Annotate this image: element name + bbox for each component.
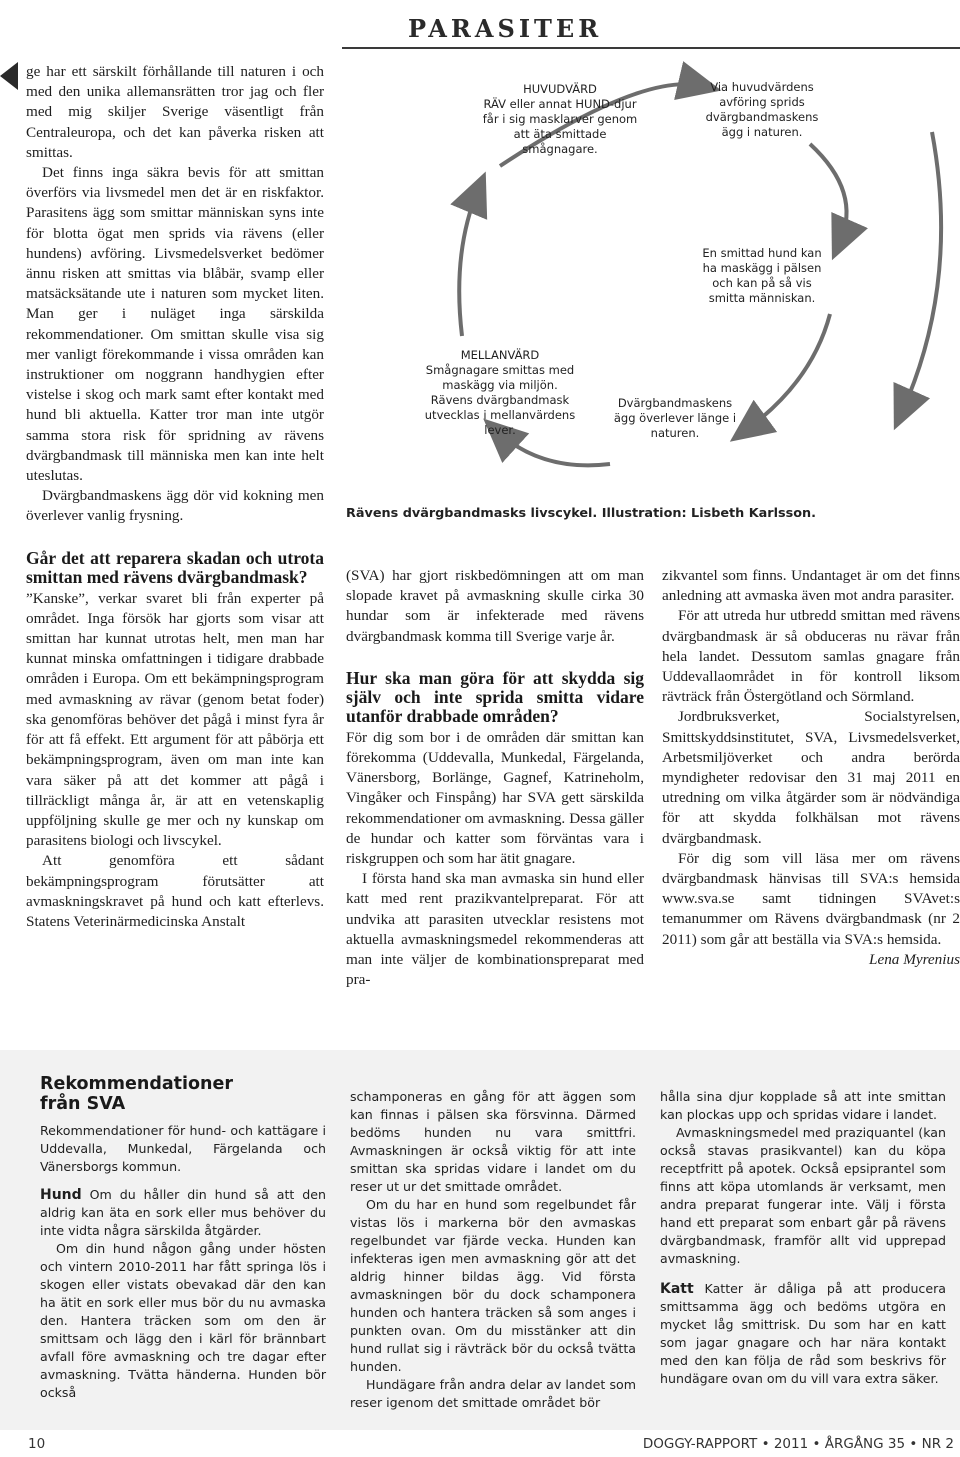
column-1 <box>26 62 324 932</box>
cycle-arrow <box>459 190 478 336</box>
diagram-label-intermediate: MELLANVÄRD Smågnagare smittas med maskägg via miljön. Rävens dvärgbandmask utvecklas i mellanvärdens lever. <box>424 348 576 437</box>
cycle-arrow <box>902 132 941 412</box>
sidebar-column-2 <box>350 1088 636 1412</box>
sidebar-paragraph: Om din hund någon gång under hösten och vintern 2010-2011 har fått springa lös i skogen eller vistats obevakad där den kan ha ätit en sork eller mus bör du nu avmaska den. Hantera träcken som om den är smittsam och lägg den i kärl för brännbart avfall före avmaskning och tre dagar efter avmaskning. Tvätta händerna. Hunden bör också <box>40 1241 326 1400</box>
magazine-footer: DOGGY-RAPPORT • 2011 • ÅRGÅNG 35 • NR 2 <box>642 1436 954 1452</box>
col2-paragraph: (SVA) har gjort riskbedömningen att om man slopade kravet på avmaskning skulle cirka 30 hundar som är infekterade med rävens dvärgbandmask komma till Sverige varje år. <box>346 567 644 645</box>
sidebar-hund-paragraph <box>40 1186 326 1240</box>
header-rule <box>342 47 960 49</box>
katt-label: Katt <box>660 1281 694 1297</box>
sidebar-paragraph: Hundägare från andra delar av landet som reser igenom det smittade området bör <box>350 1377 636 1410</box>
hund-text: Om du håller din hund så att den aldrig kan äta en sork eller mus behöver du inte vidta några särskilda åtgärder. <box>40 1187 326 1238</box>
page-number: 10 <box>28 1436 46 1452</box>
sidebar-paragraph: hålla sina djur kopplade så att inte smittan kan plockas upp och spridas vidare i landet. <box>660 1089 946 1122</box>
diagram-label-host: HUVUDVÄRD RÄV eller annat HUND-djur får i sig masklarver genom att äta smittade smågnagare. <box>482 82 638 156</box>
diagram-label-survive: Dvärgbandmaskens ägg överlever länge i naturen. <box>613 396 737 440</box>
col1-subheading: Går det att reparera skadan och utrota smittan med rävens dvärgbandmask? <box>26 547 324 587</box>
cycle-arrow <box>810 144 847 242</box>
cycle-arrow <box>746 314 830 430</box>
hund-label: Hund <box>40 1187 82 1203</box>
author-signature: Lena Myrenius <box>869 950 960 968</box>
diagram-label-spread: Via huvudvärdens avföring sprids dvärgbandmaskens ägg i naturen. <box>705 80 819 139</box>
column-3 <box>662 566 960 970</box>
diagram-label-dog: En smittad hund kan ha maskägg i pälsen och kan på så vis smitta människan. <box>702 246 822 305</box>
sidebar-paragraph: Om du har en hund som regelbundet får vistas lös i markerna bör den avmaskas regelbundet var fjärde vecka. Hunden kan infekteras igen men avmaskning gör att det aldrig hinner bildas ägg. Vid första avmaskningen bör du dock schamponera hunden och hantera träcken så som anges i punkten ovan. Om du misstänker att din hund rullat sig i rävträck bör du också tvätta hunden. <box>350 1197 636 1374</box>
col3-paragraph: zikvantel som finns. Undantaget är om det finns anledning att avmaska även mot andra parasiter. <box>662 567 960 605</box>
col3-paragraph: För att utreda hur utbredd smittan med rävens dvärgbandmask är så obduceras nu rävar från hela landet. Dessutom samlas gnagare från Uddevallaområdet in för kontroll liksom rävträck från Östergötland och Sörmland. <box>662 607 960 706</box>
section-title: PARASITER <box>408 14 603 43</box>
sidebar-paragraph: schamponeras en gång för att äggen som kan finnas i pälsen ska försvinna. Därmed bedöms hunden nu vara smittfri. Avmaskningen är också viktig för att inte smittan ska spridas vidare i landet om du reser ut ur det smittade området. <box>350 1089 636 1194</box>
col3-paragraph: För dig som vill läsa mer om rävens dvärgbandmask hänvisas till SVA:s hemsida www.sva.se samt tidningen SVAvet:s temanummer om Rävens dvärgbandmask (nr 2 2011) som går att beställa via SVA:s hemsida. <box>662 849 960 948</box>
col1-paragraph: Dvärgbandmaskens ägg dör vid kokning men överlever vanlig frysning. <box>26 487 324 525</box>
diagram-caption: Rävens dvärgbandmasks livscykel. Illustration: Lisbeth Karlsson. <box>346 506 816 521</box>
sidebar-column-3 <box>660 1088 946 1388</box>
katt-text: Katter är dåliga på att producera smittsamma ägg och bedöms utgöra en mycket låg smittrisk. Du som har en katt som jagar gnagare och har nära kontakt med den kan följa de råd som beskrivs för hundägare ovan om du vill vara extra säker. <box>660 1281 946 1386</box>
col2-subheading: Hur ska man göra för att skydda sig själv och inte sprida smitta vidare utanför drabbade områden? <box>346 667 644 726</box>
continued-arrow-icon <box>0 62 18 90</box>
col2-paragraph: I första hand ska man avmaska sin hund eller katt med rent prazikvantelpreparat. För att undvika att parasiten utvecklar resistens mot aktuella avmaskningsmedel rekommenderas att man inte väljer de kombinationspreparat med pra- <box>346 870 644 989</box>
col3-paragraph: Jordbruksverket, Socialstyrelsen, Smittskyddsinstitutet, SVA, Livsmedelsverket, Arbetsmiljöverket och andra berörda myndigheter redovisar den 31 maj 2011 en utredning om vilka åtgärder som är nödvändiga för att skydda folkhälsan mot rävens dvärgbandmask. <box>662 708 960 847</box>
col1-paragraph: Att genomföra ett sådant bekämpningsprogram förutsätter att avmaskningskravet på hund och katt efterlevs. Statens Veterinärmedicinska Anstalt <box>26 852 324 930</box>
sidebar-intro: Rekommendationer för hund- och kattägare i Uddevalla, Munkedal, Färgelanda och Vänersborgs kommun. <box>40 1123 326 1174</box>
sidebar-title: Rekommendationer från SVA <box>40 1074 234 1114</box>
col1-paragraph: ge har ett särskilt förhållande till naturen i och med den unika allemansrätten tror jag och fler med mig skiljer Sverige väsentligt från Centraleuropa, och det kan påverka risken att smittas. <box>26 63 324 161</box>
sidebar-column-1 <box>40 1074 326 1402</box>
sidebar-paragraph: Avmaskningsmedel med praziquantel (kan också stavas prasikvantel) kan du köpa receptfritt på apotek. Också epsiprantel som finns att köpa utomlands är verksamt, men andra preparat fungerar inte. Välj i första hand ett preparat som enbart går på rävens dvärgbandmask, framför allt vid upprepad avmaskning. <box>660 1125 946 1266</box>
column-2 <box>346 566 644 990</box>
col1-paragraph: ”Kanske”, verkar svaret bli från experter på området. Inga försök har gjorts som visar att smittan har kunnat utrotas helt, men man har kunnat minska omfattningen i tidigare drabbade områden i Europa. Om ett bekämpningsprogram med avmaskning av rävar (genom betat foder) ska genomföras behöver det pågå i minst fyra år för att få effekt. Ett argument för att påbörja ett bekämpningsprogram, även om man inte kan vara säker på att det kommer att pågå i tillräckligt många år, är att en vetenskaplig uppföljning skulle ge mer och ny kunskap om parasitens biologi och livscykel. <box>26 589 324 850</box>
col1-paragraph: Det finns inga säkra bevis för att smittan överförs via livsmedel men det är en riskfaktor. Parasitens ägg som smittar människan syns inte för blotta ögat men sprids via rävens (eller hundens) avföring. Livsmedelsverket bedömer ännu risken att smittas via blåbär, svamp eller matsäcksätande ute i naturen som mycket liten. Man ger i nuläget inga särskilda rekommendationer. Om smittan skulle visa sig mer vanligt förekommande i vissa områden kan instruktioner om noggrann handhygien efter vistelse i skog och mark samt efter kontakt med hund bli aktuella. Katter tror man inte utgör samma stora risk för spridning av rävens dvärgbandmask till människa men kan inte helt uteslutas. <box>26 164 324 485</box>
sidebar-katt-paragraph <box>660 1280 946 1388</box>
col2-paragraph: För dig som bor i de områden där smittan kan förekomma (Uddevalla, Munkedal, Färgelanda, Vänersborg, Borlänge, Gagnef, Katrineholm, Vingåker och Finspång) har SVA gett särskilda rekommendationer om avmaskning. Dessa gäller de hundar och katter som förväntas vara i riskgruppen och som har ätit gnagare. <box>346 728 644 868</box>
